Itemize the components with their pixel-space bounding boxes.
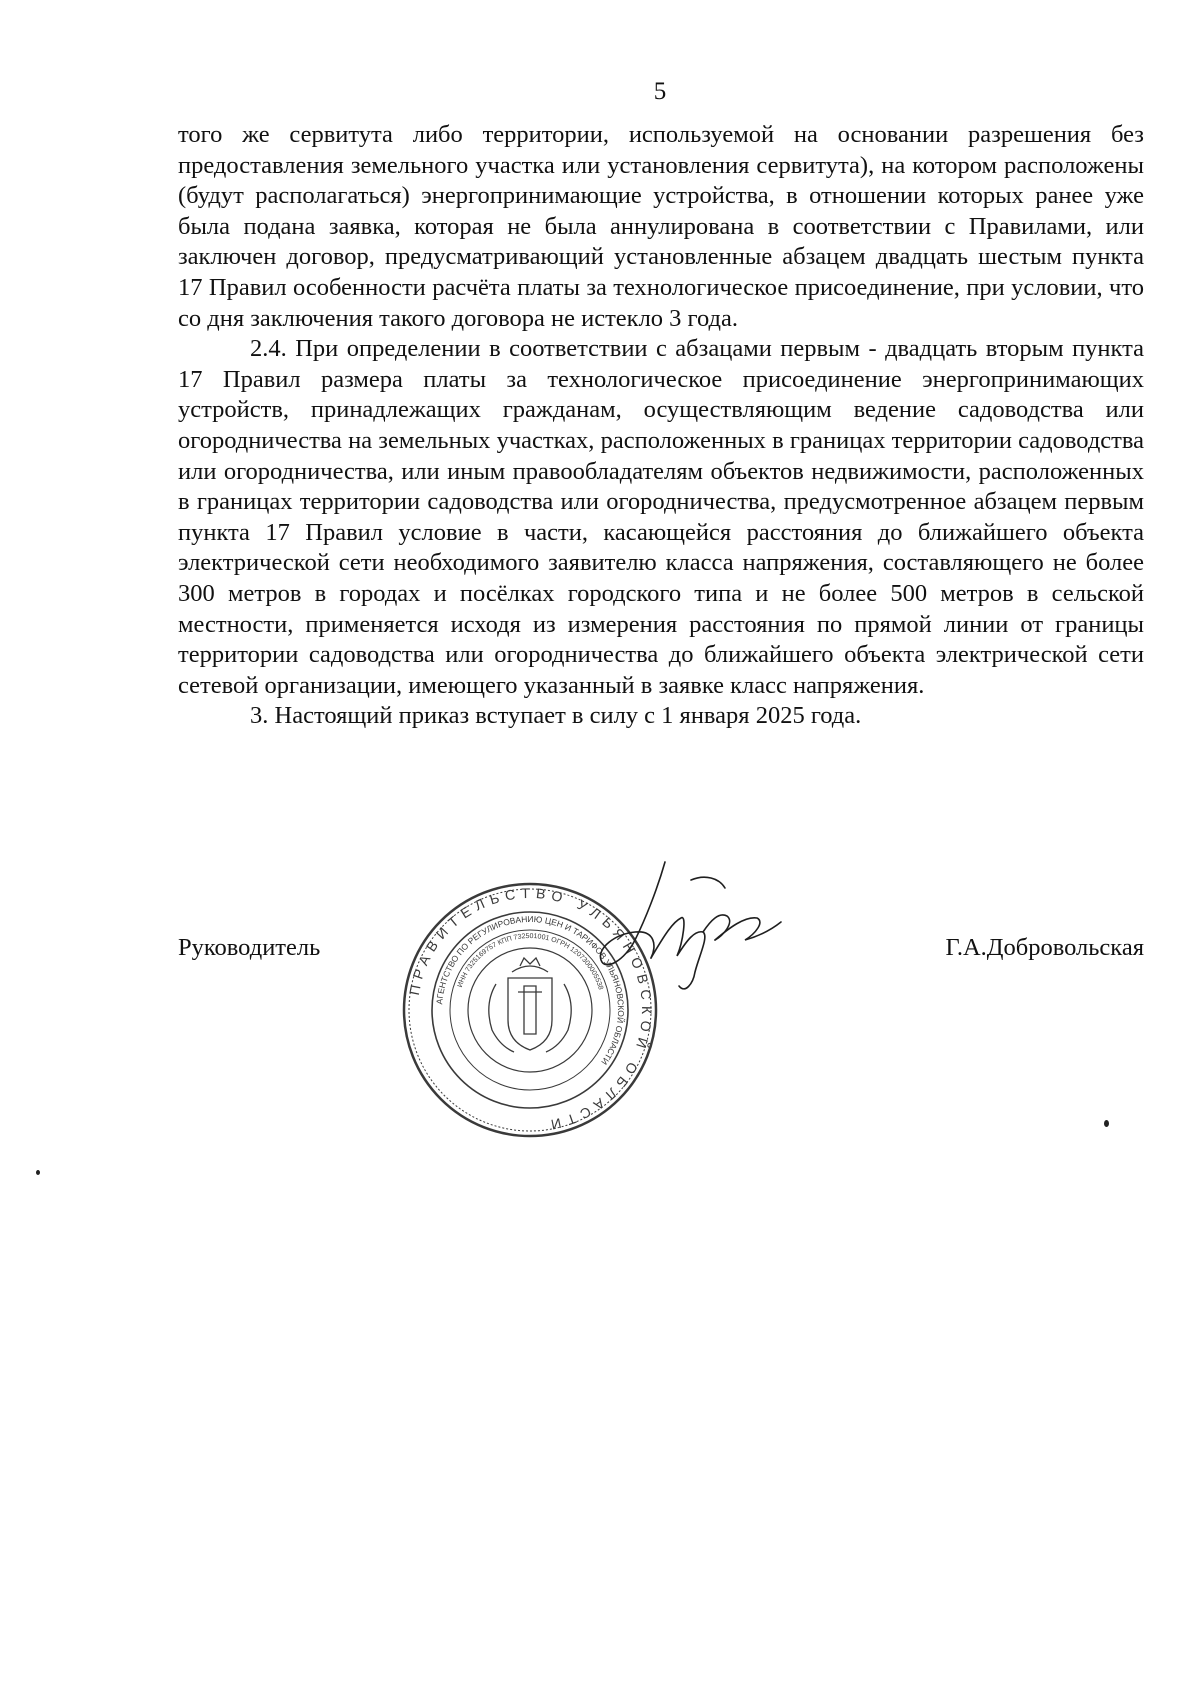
seal-outer-text: ПРАВИТЕЛЬСТВО УЛЬЯНОВСКОЙ ОБЛАСТИ [405, 884, 656, 1135]
handwritten-signature [595, 860, 785, 1000]
seal-inner-text: АГЕНТСТВО ПО РЕГУЛИРОВАНИЮ ЦЕН И ТАРИФОВ УЛЬЯНОВСКОЙ ОБЛАСТИ [434, 913, 627, 1067]
coat-of-arms-icon [489, 958, 571, 1052]
scan-speck [1104, 1120, 1109, 1127]
page-number: 5 [653, 78, 667, 105]
signer-name: Г.А.Добровольская [945, 934, 1144, 961]
paragraph-3: 3. Настоящий приказ вступает в силу с 1 января 2025 года. [250, 702, 862, 730]
svg-text:ИНН 7325169757 КПП 732501001 О [457, 933, 604, 991]
scan-speck [36, 1170, 40, 1175]
document-body [178, 120, 1144, 732]
paragraph-2-4: 2.4. При определении в соответствии с абзацами первым - двадцать вторым пункта 17 Правил размера платы за технологическое присоединение энергопринимающих устройств, принадлежащих гражданам, осуществляющим ведение садоводства или огородничества на земельных участках, расположенных в границах территории садоводства или огородничества, или иным правообладателям объектов недвижимости, расположенных в границах территории садоводства или огородничества, предусмотренное абзацем первым пункта 17 Правил условие в части, касающейся расстояния до ближайшего объекта электрической сети необходимого заявителю класса напряжения, составляющего не более 300 метров в городах и посёлках городского типа и не более 500 метров в сельской местности, применяется исходя из измерения расстояния по прямой линии от границы территории садоводства или огородничества до ближайшего объекта электрической сети сетевой организации, имеющего указанный в заявке класс напряжения. [178, 335, 1144, 699]
signer-title: Руководитель [178, 934, 321, 961]
paragraph-continuation: того же сервитута либо территории, используемой на основании разрешения без предоставления земельного участка или установления сервитута), на котором расположены (будут располагаться) энергопринимающие устройства, в отношении которых ранее уже была подана заявка, которая не была аннулирована в соответствии с Правилами, или заключен договор, предусматривающий установленные абзацем двадцать шестым пункта 17 Правил особенности расчёта платы за технологическое присоединение, при условии, что со дня заключения такого договора не истекло 3 года. [178, 121, 1144, 332]
seal-ids-text: ИНН 7325169757 КПП 732501001 ОГРН 1207300005538 [456, 932, 604, 991]
